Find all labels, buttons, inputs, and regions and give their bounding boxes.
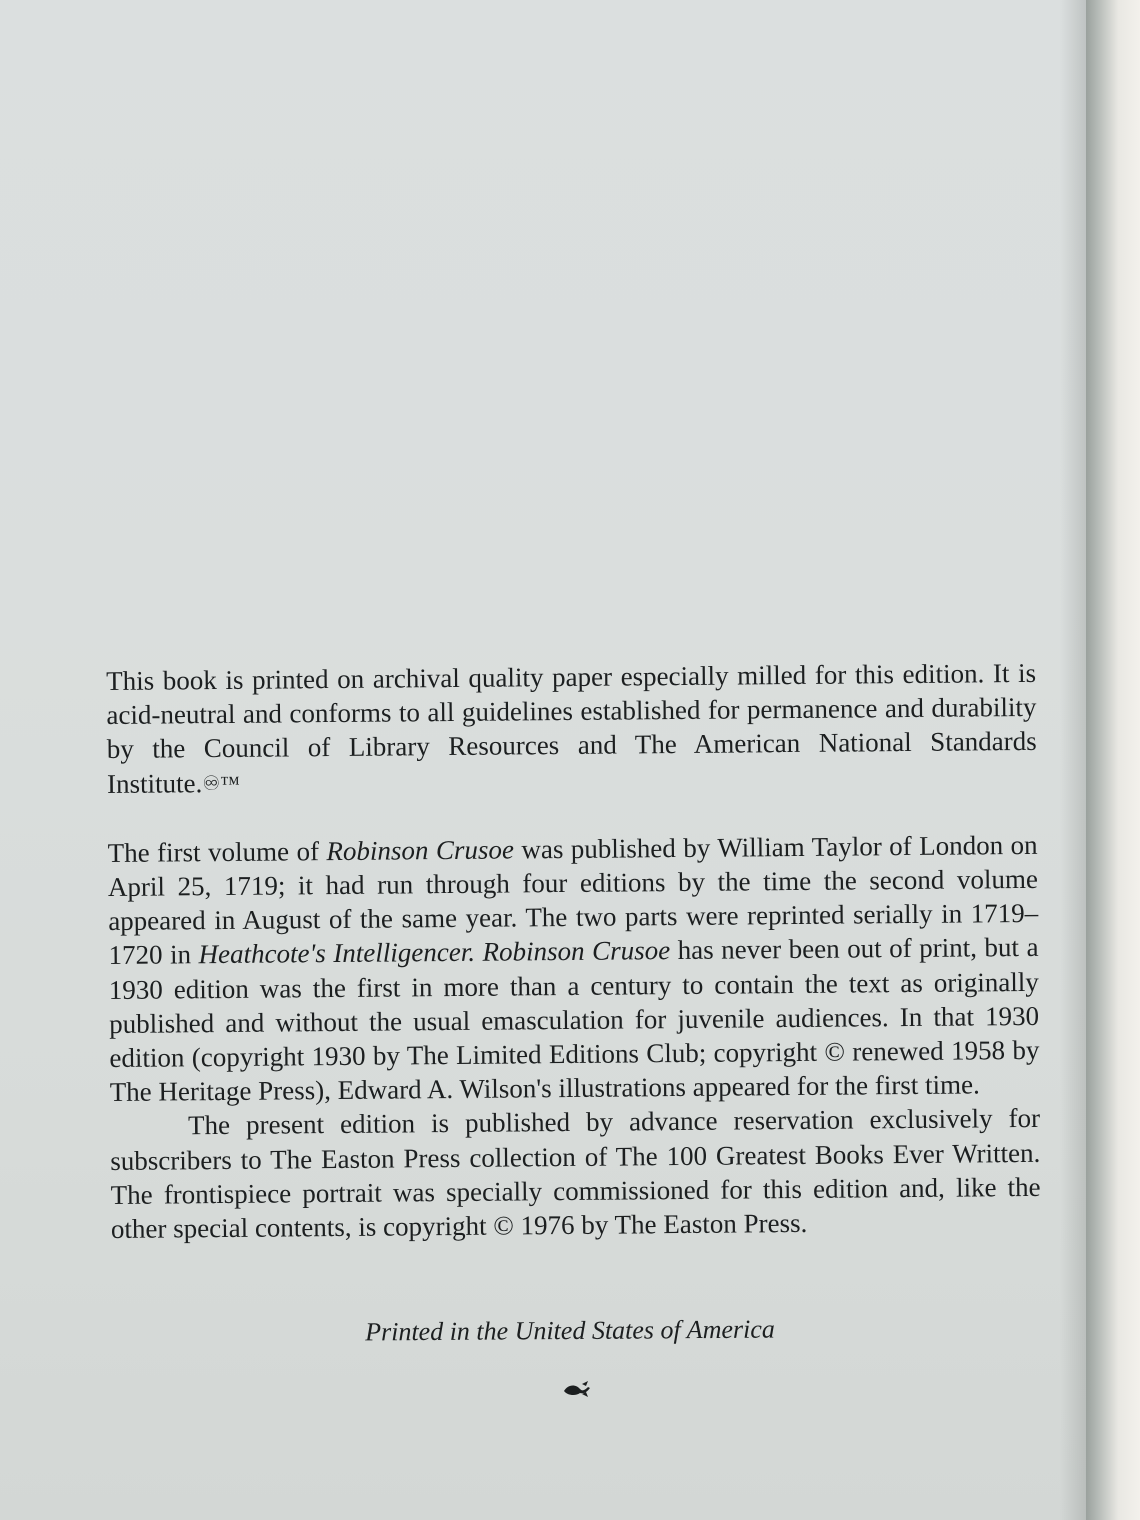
printed-in-line: Printed in the United States of America: [365, 1314, 775, 1347]
archival-paper-notice-text: This book is printed on archival quality paper especially milled for this edition. It is acid-neutral and conforms to all guidelines established for permanence and durability by the Council of Library Resources and The American National Standards Institute.: [106, 657, 1037, 799]
history-segment-italic: Heathcote's Intelligencer. Robinson Crusoe: [198, 935, 671, 970]
copyright-text-block: [106, 656, 1041, 1246]
history-segment-italic: Robinson Crusoe: [326, 834, 515, 866]
present-edition-paragraph: The present edition is published by advance reservation exclusively for subscribers to The Easton Press collection of The 100 Greatest Books Ever Written. The frontispiece portrait was specially commissioned for this edition and, like the other special contents, is copyright © 1976 by The Easton Press.: [110, 1103, 1041, 1245]
history-segment: was published by William Taylor of London on April 25, 1719; it had run through four editions by the time the second volume appeared in August of the same year. The two parts were reprinted serially in 1719–1720 in: [107, 829, 1039, 971]
history-segment: The first volume of: [107, 835, 327, 868]
printers-ornament-icon: [562, 1380, 592, 1398]
archival-paper-notice: [106, 656, 1037, 802]
history-segment: has never been out of print, but a 1930 edition was the first in more than a century to contain the text as originally published and without the usual emasculation for juvenile audiences. In that 1930 edition (copyright 1930 by The Limited Editions Club; copyright © renewed 1958 by The Heritage Press), Edward A. Wilson's illustrations appeared for the first time.: [108, 932, 1040, 1108]
page-edge-shadow: [1060, 0, 1086, 1520]
background-surface: [1086, 0, 1140, 1520]
permanence-mark-icon: ♾™: [202, 772, 240, 795]
publication-history-paragraph: [107, 828, 1039, 1110]
